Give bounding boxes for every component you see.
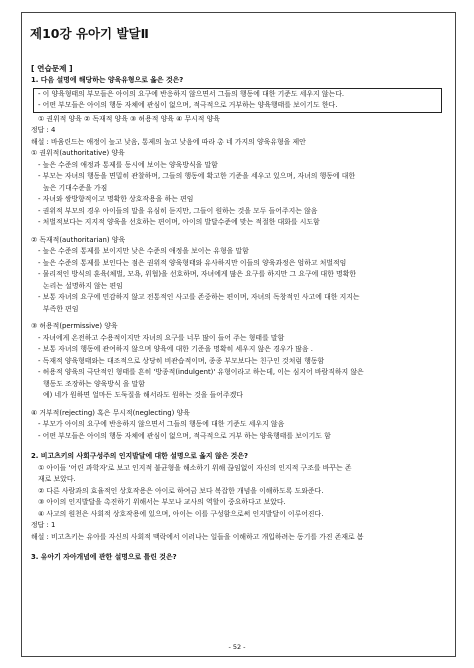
- question-1-options: ① 권위적 양육 ② 독재적 양육 ③ 허용적 양육 ④ 무시적 양육: [38, 114, 220, 123]
- question-2-option: ④ 사고의 원천은 사회적 상호작용에 있으며, 아이는 이를 구성함으로써 인지발달이 이루어진다.: [38, 509, 324, 518]
- type-heading-neglecting: ④ 거부적(rejecting) 혹은 무시적(neglecting) 양육: [31, 408, 190, 417]
- type-heading-permissive: ③ 허용적(permissive) 양육: [31, 322, 118, 330]
- type-line: 논리는 설명하지 않는 편임: [43, 281, 123, 290]
- section-heading: [ 연습문제 ]: [31, 64, 73, 73]
- type-heading-authoritarian: ② 독재적(authoritarian) 양육: [31, 235, 126, 244]
- type-heading-authoritative: ① 권위적(authoritative) 양육: [31, 149, 125, 157]
- type-line: - 어떤 부모들은 아이의 행동 자체에 관심이 없으며, 적극적으로 거부 하는 양육행태를 보이기도 함: [38, 431, 331, 440]
- type-line: - 허용적 양육의 극단적인 형태를 흔히 '방종적(indulgent)' 유형이라고 하는데, 이는 심지어 바람직하지 않은: [38, 368, 364, 376]
- type-line: - 부모가 아이의 요구에 반응하지 않으면서 그들의 행동에 대한 기준도 세우지 않음: [38, 420, 285, 428]
- question-2-explanation: 해설 : 비고츠키는 유아를 자신의 사회적 맥락에서 이러나는 일들을 이해하고 개입하려는 동기를 가진 존재로 봄: [31, 532, 364, 541]
- page-title: 제10강 유아기 발달Ⅱ: [30, 26, 149, 41]
- question-2-option: ③ 아이의 인지발달을 촉진하기 위해서는 부모나 교사의 역할이 중요하다고 보았다.: [38, 498, 286, 506]
- question-1-explanation: 해설 : 바움린드는 애정이 높고 낮음, 통제의 높고 낮음에 따라 총 네 가지의 양육유형을 제안: [31, 137, 306, 146]
- type-line: - 권위적 부모의 경우 아이들의 말을 유심히 듣지만, 그들이 원하는 것을 모두 들어주지는 않음: [38, 206, 318, 215]
- type-line: - 자녀에게 온전하고 수용적이지만 자녀의 요구를 너무 많이 들어 주는 형태를 말함: [38, 333, 285, 342]
- type-line: - 자녀와 쌍방향적이고 명확한 상호작용을 하는 편임: [38, 195, 194, 203]
- question-2-answer: 정답 : 1: [31, 521, 56, 529]
- type-line: - 독재적 양육형태와는 대조적으로 상당히 비관습적이며, 종종 부모보다는 친구인 것처럼 행동함: [38, 356, 325, 365]
- document-body: [31, 62, 446, 564]
- box-line: - 어떤 부모들은 아이의 행동 자체에 관심이 없으며, 적극적으로 거부하는 양육행태를 보이기도 한다.: [38, 101, 338, 109]
- type-line: - 보통 자녀의 요구에 민감하지 않고 전통적인 사고를 존중하는 편이며, 자녀의 독창적인 사고에 대한 지지는: [38, 293, 360, 301]
- type-line: 부족한 편임: [43, 304, 79, 313]
- type-line: - 높은 수준의 통제를 보이지만 낮은 수준의 애정을 보이는 유형을 말함: [38, 247, 249, 255]
- question-2-option: ① 아이들 '어린 과학자'로 보고 인지적 불균형을 해소하기 위해 끊임없이 자신의 인지적 구조를 바꾸는 존: [38, 463, 352, 472]
- type-line: - 높은 수준의 애정과 통제를 동시에 보이는 양육방식을 말함: [38, 160, 218, 169]
- page-number: - 52 -: [228, 643, 246, 651]
- type-line: - 높은 수준의 통제를 보인다는 점은 권위적 양육형태와 유사하지만 이들의 양육과정은 엄하고 처벌적임: [38, 258, 347, 267]
- question-2-option: ② 다른 사람과의 효율적인 상호작용은 아이로 하여금 보다 복잡한 개념을 이해하도록 도와준다.: [38, 486, 324, 495]
- type-line: - 보통 자녀의 행동에 관여하지 않으며 양육에 대한 기준을 명확히 세우지 않은 경우가 많음 .: [38, 345, 313, 353]
- question-3: 3. 유아기 자아개념에 관한 설명으로 틀린 것은?: [31, 553, 177, 561]
- type-line: - 물리적인 방식의 훈육(체벌, 모욕, 위협)을 선호하며, 자녀에게 많은 요구를 하지만 그 요구에 대한 명확한: [38, 270, 357, 278]
- box-line: - 이 양육형태의 부모들은 아이의 요구에 반응하지 않으면서 그들의 행동에 대한 기준도 세우지 않는다.: [38, 89, 345, 98]
- question-1: 1. 다음 설명에 해당하는 양육유형으로 옳은 것은?: [31, 76, 184, 84]
- question-1-box: [33, 88, 442, 113]
- question-1-answer: 정답 : 4: [31, 126, 56, 134]
- type-line: 행동도 조장하는 양육방식 을 말함: [43, 379, 145, 388]
- type-line: - 부모는 자녀의 행동을 면밀히 관찰하며, 그들의 행동에 확고한 기준을 세우고 있으며, 자녀의 행동에 대한: [38, 172, 356, 180]
- question-2: 2. 비고츠키의 사회구성주의 인지발달에 대한 설명으로 옳지 않은 것은?: [31, 452, 248, 460]
- question-2-option: 재로 보았다.: [38, 475, 76, 483]
- type-line: - 처벌적보다는 지지적 양육을 선호하는 편이며, 아이의 발달수준에 맞는 적절한 대화를 시도함: [38, 218, 320, 226]
- type-line: 예) 네가 원하면 얼마든 도둑질을 해서라도 원하는 것을 들어주겠다: [43, 391, 243, 399]
- type-line: 높은 기대수준을 가짐: [43, 183, 108, 192]
